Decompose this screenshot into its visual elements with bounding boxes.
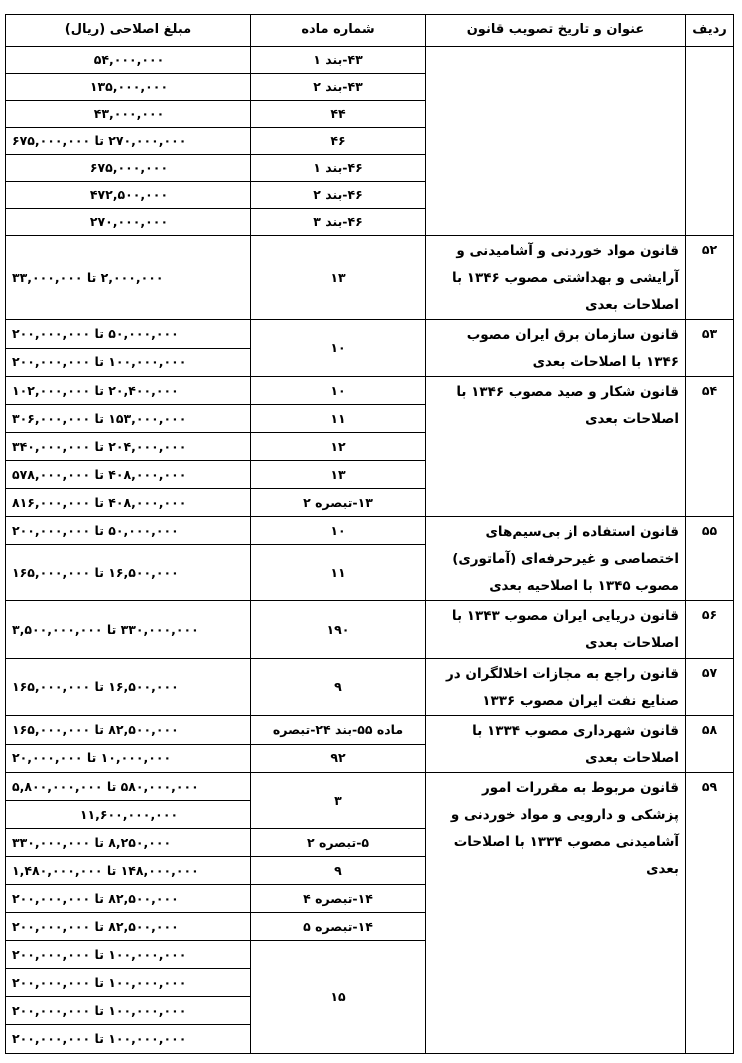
article-number-cell: ۱۱: [251, 545, 426, 601]
row-number-cell: ۵۲: [686, 236, 734, 320]
header-law-title: عنوان و تاریخ تصویب قانون: [426, 15, 686, 47]
amended-amount-cell: ۱۰۰,۰۰۰,۰۰۰ تا ۲۰۰,۰۰۰,۰۰۰: [6, 969, 251, 997]
row-number-cell: [686, 47, 734, 236]
law-title-cell: قانون دریایی ایران مصوب ۱۳۴۳ با اصلاحات بعدی: [426, 601, 686, 659]
law-title-cell: قانون مربوط به مقررات امور پزشکی و دارویی و مواد خوردنی و آشامیدنی مصوب ۱۳۳۴ با اصلاحات بعدی: [426, 773, 686, 1054]
article-number-cell: ۴۶-بند ۱: [251, 155, 426, 182]
amended-amount-cell: ۸,۲۵۰,۰۰۰ تا ۳۳۰,۰۰۰,۰۰۰: [6, 829, 251, 857]
article-number-cell: ۵-تبصره ۲: [251, 829, 426, 857]
header-row-number: ردیف: [686, 15, 734, 47]
article-number-cell: ۱۱: [251, 405, 426, 433]
article-number-cell: ۴۳-بند ۱: [251, 47, 426, 74]
amended-amount-cell: ۱۰,۰۰۰,۰۰۰ تا ۲۰,۰۰۰,۰۰۰: [6, 744, 251, 773]
article-number-cell: ماده ۵۵-بند ۲۴-تبصره: [251, 716, 426, 745]
article-number-cell: ۴۶-بند ۲: [251, 182, 426, 209]
amended-amount-cell: ۲۷۰,۰۰۰,۰۰۰ تا ۶۷۵,۰۰۰,۰۰۰: [6, 128, 251, 155]
amended-amount-cell: ۱۰۰,۰۰۰,۰۰۰ تا ۲۰۰,۰۰۰,۰۰۰: [6, 941, 251, 969]
amended-amount-cell: ۱۴۸,۰۰۰,۰۰۰ تا ۱,۴۸۰,۰۰۰,۰۰۰: [6, 857, 251, 885]
amended-amount-cell: ۳۳۰,۰۰۰,۰۰۰ تا ۳,۵۰۰,۰۰۰,۰۰۰: [6, 601, 251, 659]
amended-amount-cell: ۱۰۰,۰۰۰,۰۰۰ تا ۲۰۰,۰۰۰,۰۰۰: [6, 348, 251, 377]
article-number-cell: ۳: [251, 773, 426, 829]
amended-amount-cell: ۸۲,۵۰۰,۰۰۰ تا ۲۰۰,۰۰۰,۰۰۰: [6, 913, 251, 941]
article-number-cell: ۴۴: [251, 101, 426, 128]
amended-amount-cell: ۲۰۴,۰۰۰,۰۰۰ تا ۳۴۰,۰۰۰,۰۰۰: [6, 433, 251, 461]
article-number-cell: ۱۹۰: [251, 601, 426, 659]
law-amendment-table: [5, 14, 734, 1054]
law-title-cell: قانون استفاده از بی‌سیم‌های اختصاصی و غیرحرفه‌ای (آماتوری) مصوب ۱۳۴۵ با اصلاحیه بعدی: [426, 517, 686, 601]
amended-amount-cell: ۲,۰۰۰,۰۰۰ تا ۳۳,۰۰۰,۰۰۰: [6, 236, 251, 320]
row-number-cell: ۵۸: [686, 716, 734, 773]
amended-amount-cell: ۸۲,۵۰۰,۰۰۰ تا ۱۶۵,۰۰۰,۰۰۰: [6, 716, 251, 745]
article-number-cell: ۱۳: [251, 236, 426, 320]
row-number-cell: ۵۷: [686, 659, 734, 716]
law-amendment-table-page: [6, 14, 734, 1054]
article-number-cell: ۱۵: [251, 941, 426, 1054]
header-article-number: شماره ماده: [251, 15, 426, 47]
table-row: [6, 601, 734, 659]
amended-amount-cell: ۱۱,۶۰۰,۰۰۰,۰۰۰: [6, 801, 251, 829]
table-row: [6, 773, 734, 801]
table-row: [6, 517, 734, 545]
table-row: [6, 236, 734, 320]
row-number-cell: ۵۶: [686, 601, 734, 659]
article-number-cell: ۱۰: [251, 377, 426, 405]
amended-amount-cell: ۵۰,۰۰۰,۰۰۰ تا ۲۰۰,۰۰۰,۰۰۰: [6, 320, 251, 349]
law-title-cell: قانون مواد خوردنی و آشامیدنی و آرایشی و بهداشتی مصوب ۱۳۴۶ با اصلاحات بعدی: [426, 236, 686, 320]
law-title-cell: قانون شهرداری مصوب ۱۳۳۴ با اصلاحات بعدی: [426, 716, 686, 773]
amended-amount-cell: ۵۴,۰۰۰,۰۰۰: [6, 47, 251, 74]
amended-amount-cell: ۱۶,۵۰۰,۰۰۰ تا ۱۶۵,۰۰۰,۰۰۰: [6, 659, 251, 716]
law-title-cell: قانون سازمان برق ایران مصوب ۱۳۴۶ با اصلاحات بعدی: [426, 320, 686, 377]
table-row: [6, 716, 734, 745]
article-number-cell: ۱۰: [251, 517, 426, 545]
article-number-cell: ۴۳-بند ۲: [251, 74, 426, 101]
law-title-cell: قانون شکار و صید مصوب ۱۳۴۶ با اصلاحات بعدی: [426, 377, 686, 517]
row-number-cell: ۵۳: [686, 320, 734, 377]
amended-amount-cell: ۶۷۵,۰۰۰,۰۰۰: [6, 155, 251, 182]
table-row: [6, 47, 734, 74]
amended-amount-cell: ۸۲,۵۰۰,۰۰۰ تا ۲۰۰,۰۰۰,۰۰۰: [6, 885, 251, 913]
amended-amount-cell: ۱۰۰,۰۰۰,۰۰۰ تا ۲۰۰,۰۰۰,۰۰۰: [6, 997, 251, 1025]
amended-amount-cell: ۴۷۲,۵۰۰,۰۰۰: [6, 182, 251, 209]
table-body: [6, 47, 734, 1054]
amended-amount-cell: ۲۰,۴۰۰,۰۰۰ تا ۱۰۲,۰۰۰,۰۰۰: [6, 377, 251, 405]
article-number-cell: ۱۴-تبصره ۴: [251, 885, 426, 913]
article-number-cell: ۹: [251, 857, 426, 885]
row-number-cell: ۵۵: [686, 517, 734, 601]
law-title-cell: [426, 47, 686, 236]
amended-amount-cell: ۱۵۳,۰۰۰,۰۰۰ تا ۳۰۶,۰۰۰,۰۰۰: [6, 405, 251, 433]
header-row: [6, 15, 734, 47]
article-number-cell: ۴۶-بند ۳: [251, 209, 426, 236]
amended-amount-cell: ۴۰۸,۰۰۰,۰۰۰ تا ۸۱۶,۰۰۰,۰۰۰: [6, 489, 251, 517]
amended-amount-cell: ۲۷۰,۰۰۰,۰۰۰: [6, 209, 251, 236]
article-number-cell: ۹۲: [251, 744, 426, 773]
amended-amount-cell: ۵۸۰,۰۰۰,۰۰۰ تا ۵,۸۰۰,۰۰۰,۰۰۰: [6, 773, 251, 801]
amended-amount-cell: ۴۰۸,۰۰۰,۰۰۰ تا ۵۷۸,۰۰۰,۰۰۰: [6, 461, 251, 489]
header-amended-amount: مبلغ اصلاحی (ریال): [6, 15, 251, 47]
article-number-cell: ۱۴-تبصره ۵: [251, 913, 426, 941]
row-number-cell: ۵۴: [686, 377, 734, 517]
amended-amount-cell: ۵۰,۰۰۰,۰۰۰ تا ۲۰۰,۰۰۰,۰۰۰: [6, 517, 251, 545]
table-row: [6, 377, 734, 405]
table-row: [6, 320, 734, 349]
amended-amount-cell: ۱۶,۵۰۰,۰۰۰ تا ۱۶۵,۰۰۰,۰۰۰: [6, 545, 251, 601]
table-row: [6, 659, 734, 716]
law-title-cell: قانون راجع به مجازات اخلالگران در صنایع نفت ایران مصوب ۱۳۳۶: [426, 659, 686, 716]
amended-amount-cell: ۱۰۰,۰۰۰,۰۰۰ تا ۲۰۰,۰۰۰,۰۰۰: [6, 1025, 251, 1054]
amended-amount-cell: ۴۳,۰۰۰,۰۰۰: [6, 101, 251, 128]
article-number-cell: ۱۰: [251, 320, 426, 377]
row-number-cell: ۵۹: [686, 773, 734, 1054]
amended-amount-cell: ۱۳۵,۰۰۰,۰۰۰: [6, 74, 251, 101]
article-number-cell: ۴۶: [251, 128, 426, 155]
article-number-cell: ۱۲: [251, 433, 426, 461]
article-number-cell: ۱۳-تبصره ۲: [251, 489, 426, 517]
article-number-cell: ۱۳: [251, 461, 426, 489]
article-number-cell: ۹: [251, 659, 426, 716]
